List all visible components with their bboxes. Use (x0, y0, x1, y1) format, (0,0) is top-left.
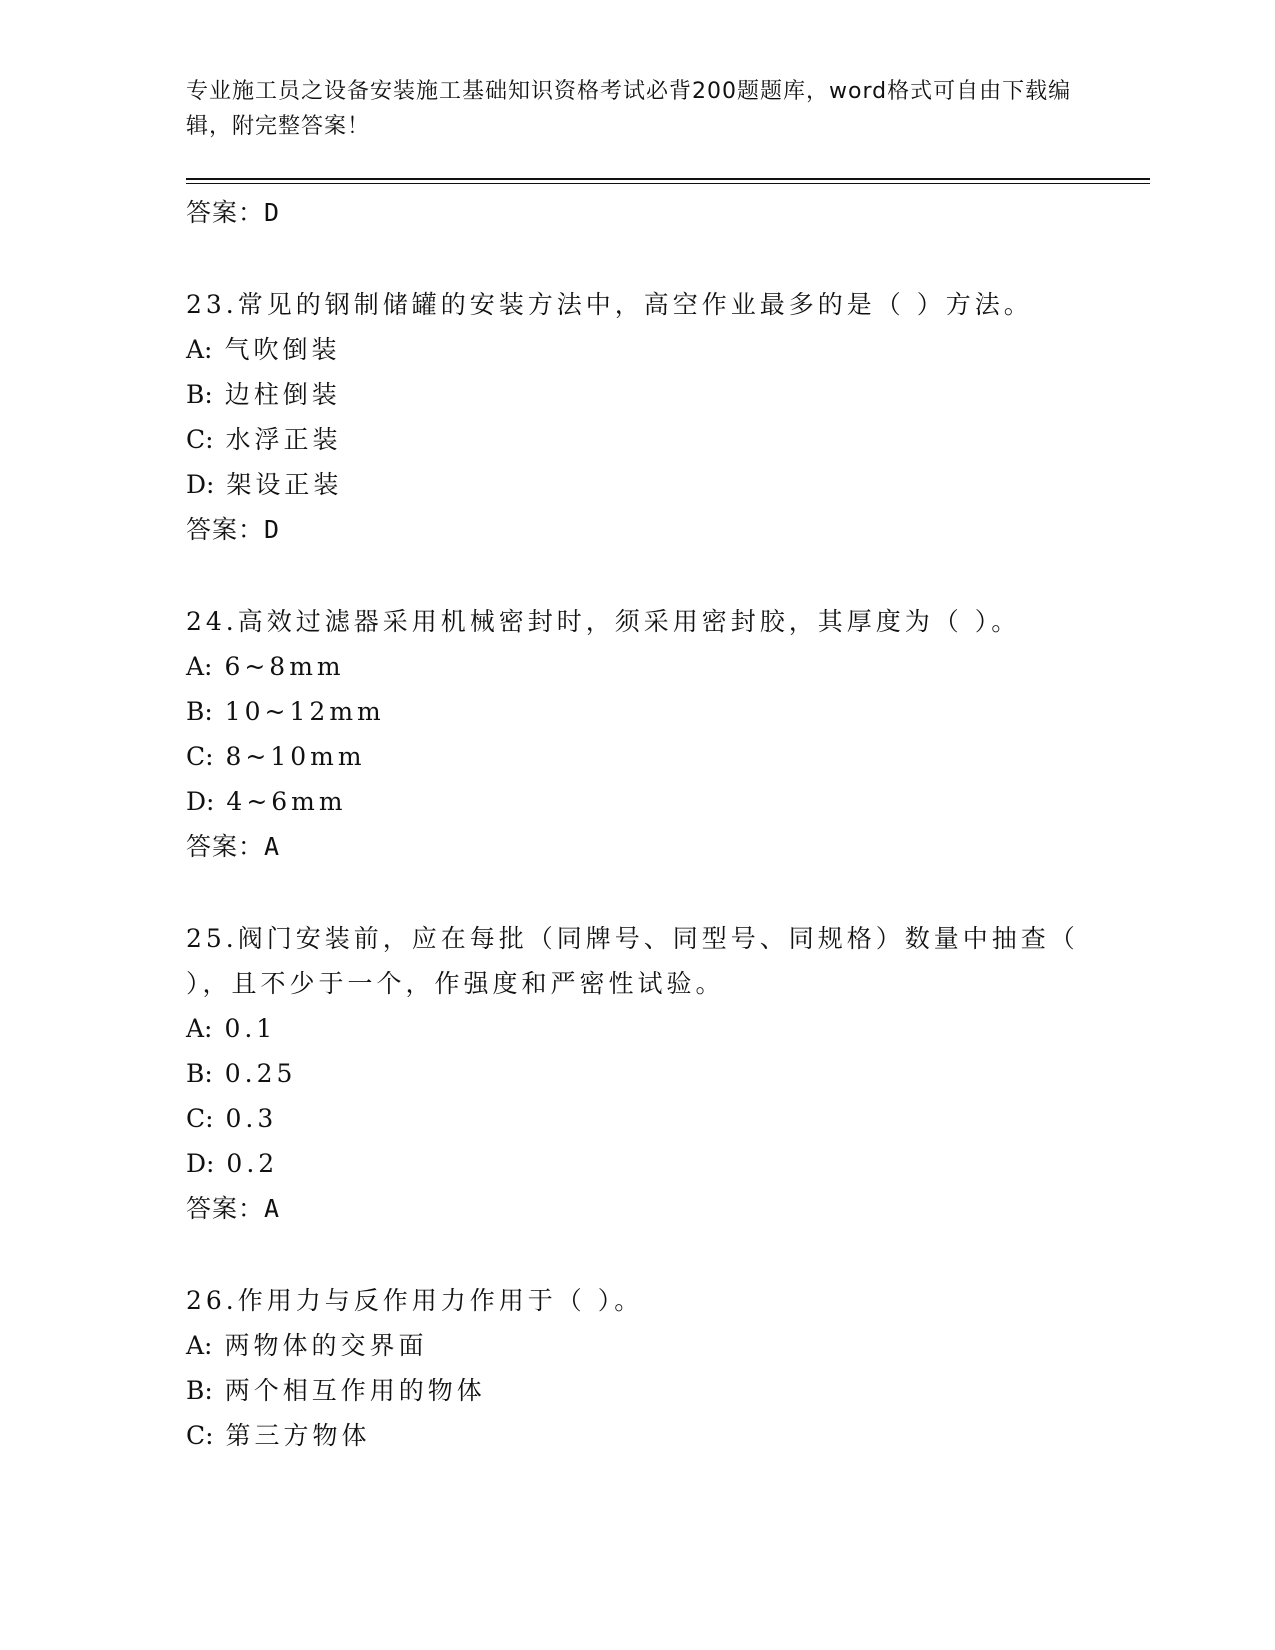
question-24 (186, 599, 1086, 869)
answer-label: 答案： (186, 515, 265, 544)
question-26 (186, 1278, 1086, 1458)
answer-label: 答案： (186, 198, 265, 227)
option-text: 0.1 (224, 1014, 277, 1043)
option-letter: C: (186, 1104, 214, 1133)
answer-value: A (264, 832, 281, 861)
answer-label: 答案： (186, 832, 265, 861)
option-text: 10~12mm (224, 697, 385, 726)
answer-line (186, 507, 1086, 552)
option-letter: D: (186, 470, 215, 499)
option-text: 两物体的交界面 (224, 1331, 428, 1360)
option-letter: C: (186, 425, 214, 454)
question-stem: 25.阀门安装前，应在每批（同牌号、同型号、同规格）数量中抽查（ ），且不少于一个，作强度和严密性试验。 (186, 924, 1079, 998)
answer-value: A (264, 1194, 281, 1223)
option-letter: B: (186, 1059, 213, 1088)
option-c (186, 1096, 1086, 1141)
option-b (186, 372, 1086, 417)
option-b (186, 689, 1086, 734)
option-text: 8~10mm (225, 742, 366, 771)
option-letter: B: (186, 1376, 213, 1405)
option-a (186, 644, 1086, 689)
option-text: 边柱倒装 (224, 380, 341, 409)
option-c (186, 1413, 1086, 1458)
option-text: 0.2 (226, 1149, 279, 1178)
option-letter: A: (186, 1014, 213, 1043)
document-header: 专业施工员之设备安装施工基础知识资格考试必背200题题库，word格式可自由下载编辑，附完整答案！ (186, 79, 1072, 139)
answer-line-prev (186, 190, 1086, 235)
question-list (186, 190, 1086, 1458)
question-23 (186, 282, 1086, 552)
option-text: 0.3 (225, 1104, 278, 1133)
answer-value: D (264, 515, 281, 544)
option-a (186, 327, 1086, 372)
option-d (186, 1141, 1086, 1186)
option-letter: D: (186, 1149, 215, 1178)
answer-line (186, 1186, 1086, 1231)
option-text: 4~6mm (226, 787, 347, 816)
option-c (186, 417, 1086, 462)
option-text: 架设正装 (226, 470, 343, 499)
option-a (186, 1323, 1086, 1368)
question-stem: 26.作用力与反作用力作用于（ ）。 (186, 1286, 644, 1315)
option-letter: C: (186, 1421, 214, 1450)
answer-label: 答案： (186, 1194, 265, 1223)
answer-line (186, 824, 1086, 869)
option-text: 0.25 (224, 1059, 297, 1088)
option-b (186, 1368, 1086, 1413)
answer-value: D (264, 198, 281, 227)
option-text: 水浮正装 (225, 425, 342, 454)
option-letter: A: (186, 1331, 213, 1360)
option-c (186, 734, 1086, 779)
question-stem: 23.常见的钢制储罐的安装方法中，高空作业最多的是（ ）方法。 (186, 290, 1033, 319)
option-d (186, 779, 1086, 824)
option-a (186, 1006, 1086, 1051)
question-stem: 24.高效过滤器采用机械密封时，须采用密封胶，其厚度为（ ）。 (186, 607, 1021, 636)
option-b (186, 1051, 1086, 1096)
option-d (186, 462, 1086, 507)
header-rule-thick (186, 178, 1150, 180)
option-letter: B: (186, 380, 213, 409)
option-letter: A: (186, 652, 213, 681)
option-letter: D: (186, 787, 215, 816)
option-letter: C: (186, 742, 214, 771)
option-text: 气吹倒装 (224, 335, 341, 364)
option-text: 第三方物体 (225, 1421, 371, 1450)
header-rule-thin (186, 183, 1150, 184)
option-text: 两个相互作用的物体 (224, 1376, 486, 1405)
question-25 (186, 916, 1086, 1231)
option-letter: B: (186, 697, 213, 726)
option-text: 6~8mm (224, 652, 345, 681)
option-letter: A: (186, 335, 213, 364)
